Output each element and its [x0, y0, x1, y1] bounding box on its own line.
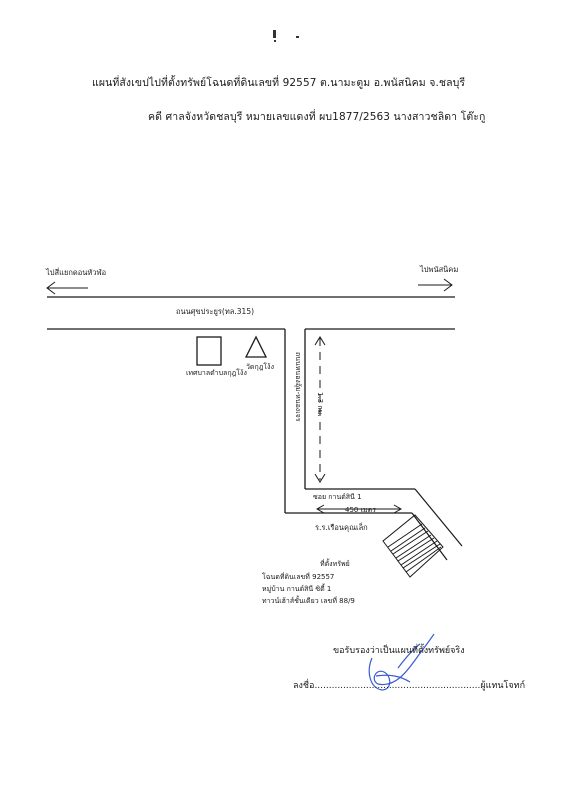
municipality-label: เทศบาลตำบลกุฎโง้ง [186, 369, 247, 377]
direction-left-label: ไปสี่แยกดอนหัวฬ่อ [46, 268, 107, 277]
distance-2-label: 450 เมตร [345, 506, 376, 514]
municipality-icon [197, 337, 221, 365]
document-title: แผนที่สังเขปไปที่ตั้งทรัพย์โฉนดที่ดินเลขที่ 92557 ต.นามะตูม อ.พนัสนิคม จ.ชลบุรี [92, 77, 466, 89]
signature-line [293, 678, 525, 692]
signature-label: ลงชื่อ [293, 681, 315, 691]
distance-1-label: 1.3 กม. [316, 392, 324, 417]
scan-marks [273, 30, 299, 42]
temple-label: วัดกุฎโง้ง [246, 363, 275, 371]
property-house: ทาวน์เฮ้าส์ชั้นเดียว เลขที่ 88/9 [262, 597, 355, 605]
property-label: ที่ตั้งทรัพย์ [320, 560, 350, 568]
soi-road [285, 489, 462, 560]
property-building-icon [383, 515, 443, 577]
side-road-label: ถนนหนองอุ้ม-หนองเจร [294, 352, 302, 422]
property-deed: โฉนดที่ดินเลขที่ 92557 [262, 573, 335, 581]
arrow-right-icon [418, 279, 452, 291]
soi-label: ซอย กานต์สินี 1 [313, 493, 362, 501]
main-road-label: ถนนศุขประยูร(ทล.315) [176, 307, 255, 316]
signature-dots: .......................................................... [314, 681, 481, 691]
temple-icon [246, 337, 266, 357]
property-village: หมู่บ้าน กานต์สินี ซิตี้ 1 [262, 585, 332, 593]
certification-text: ขอรับรองว่าเป็นแผนที่ตั้งทรัพย์จริง [333, 646, 465, 656]
direction-right-label: ไปพนัสนิคม [420, 265, 459, 274]
case-reference: คดี ศาลจังหวัดชลบุรี หมายเลขแดงที่ ผบ1877/2563 นางสาวชลิดา โต๊ะกู [148, 111, 486, 123]
signature-role: ผู้แทนโจทก์ [480, 681, 526, 691]
arrow-left-icon [47, 282, 88, 294]
landmark-label: ร.ร.เรือนคุณเล็ก [315, 523, 368, 532]
